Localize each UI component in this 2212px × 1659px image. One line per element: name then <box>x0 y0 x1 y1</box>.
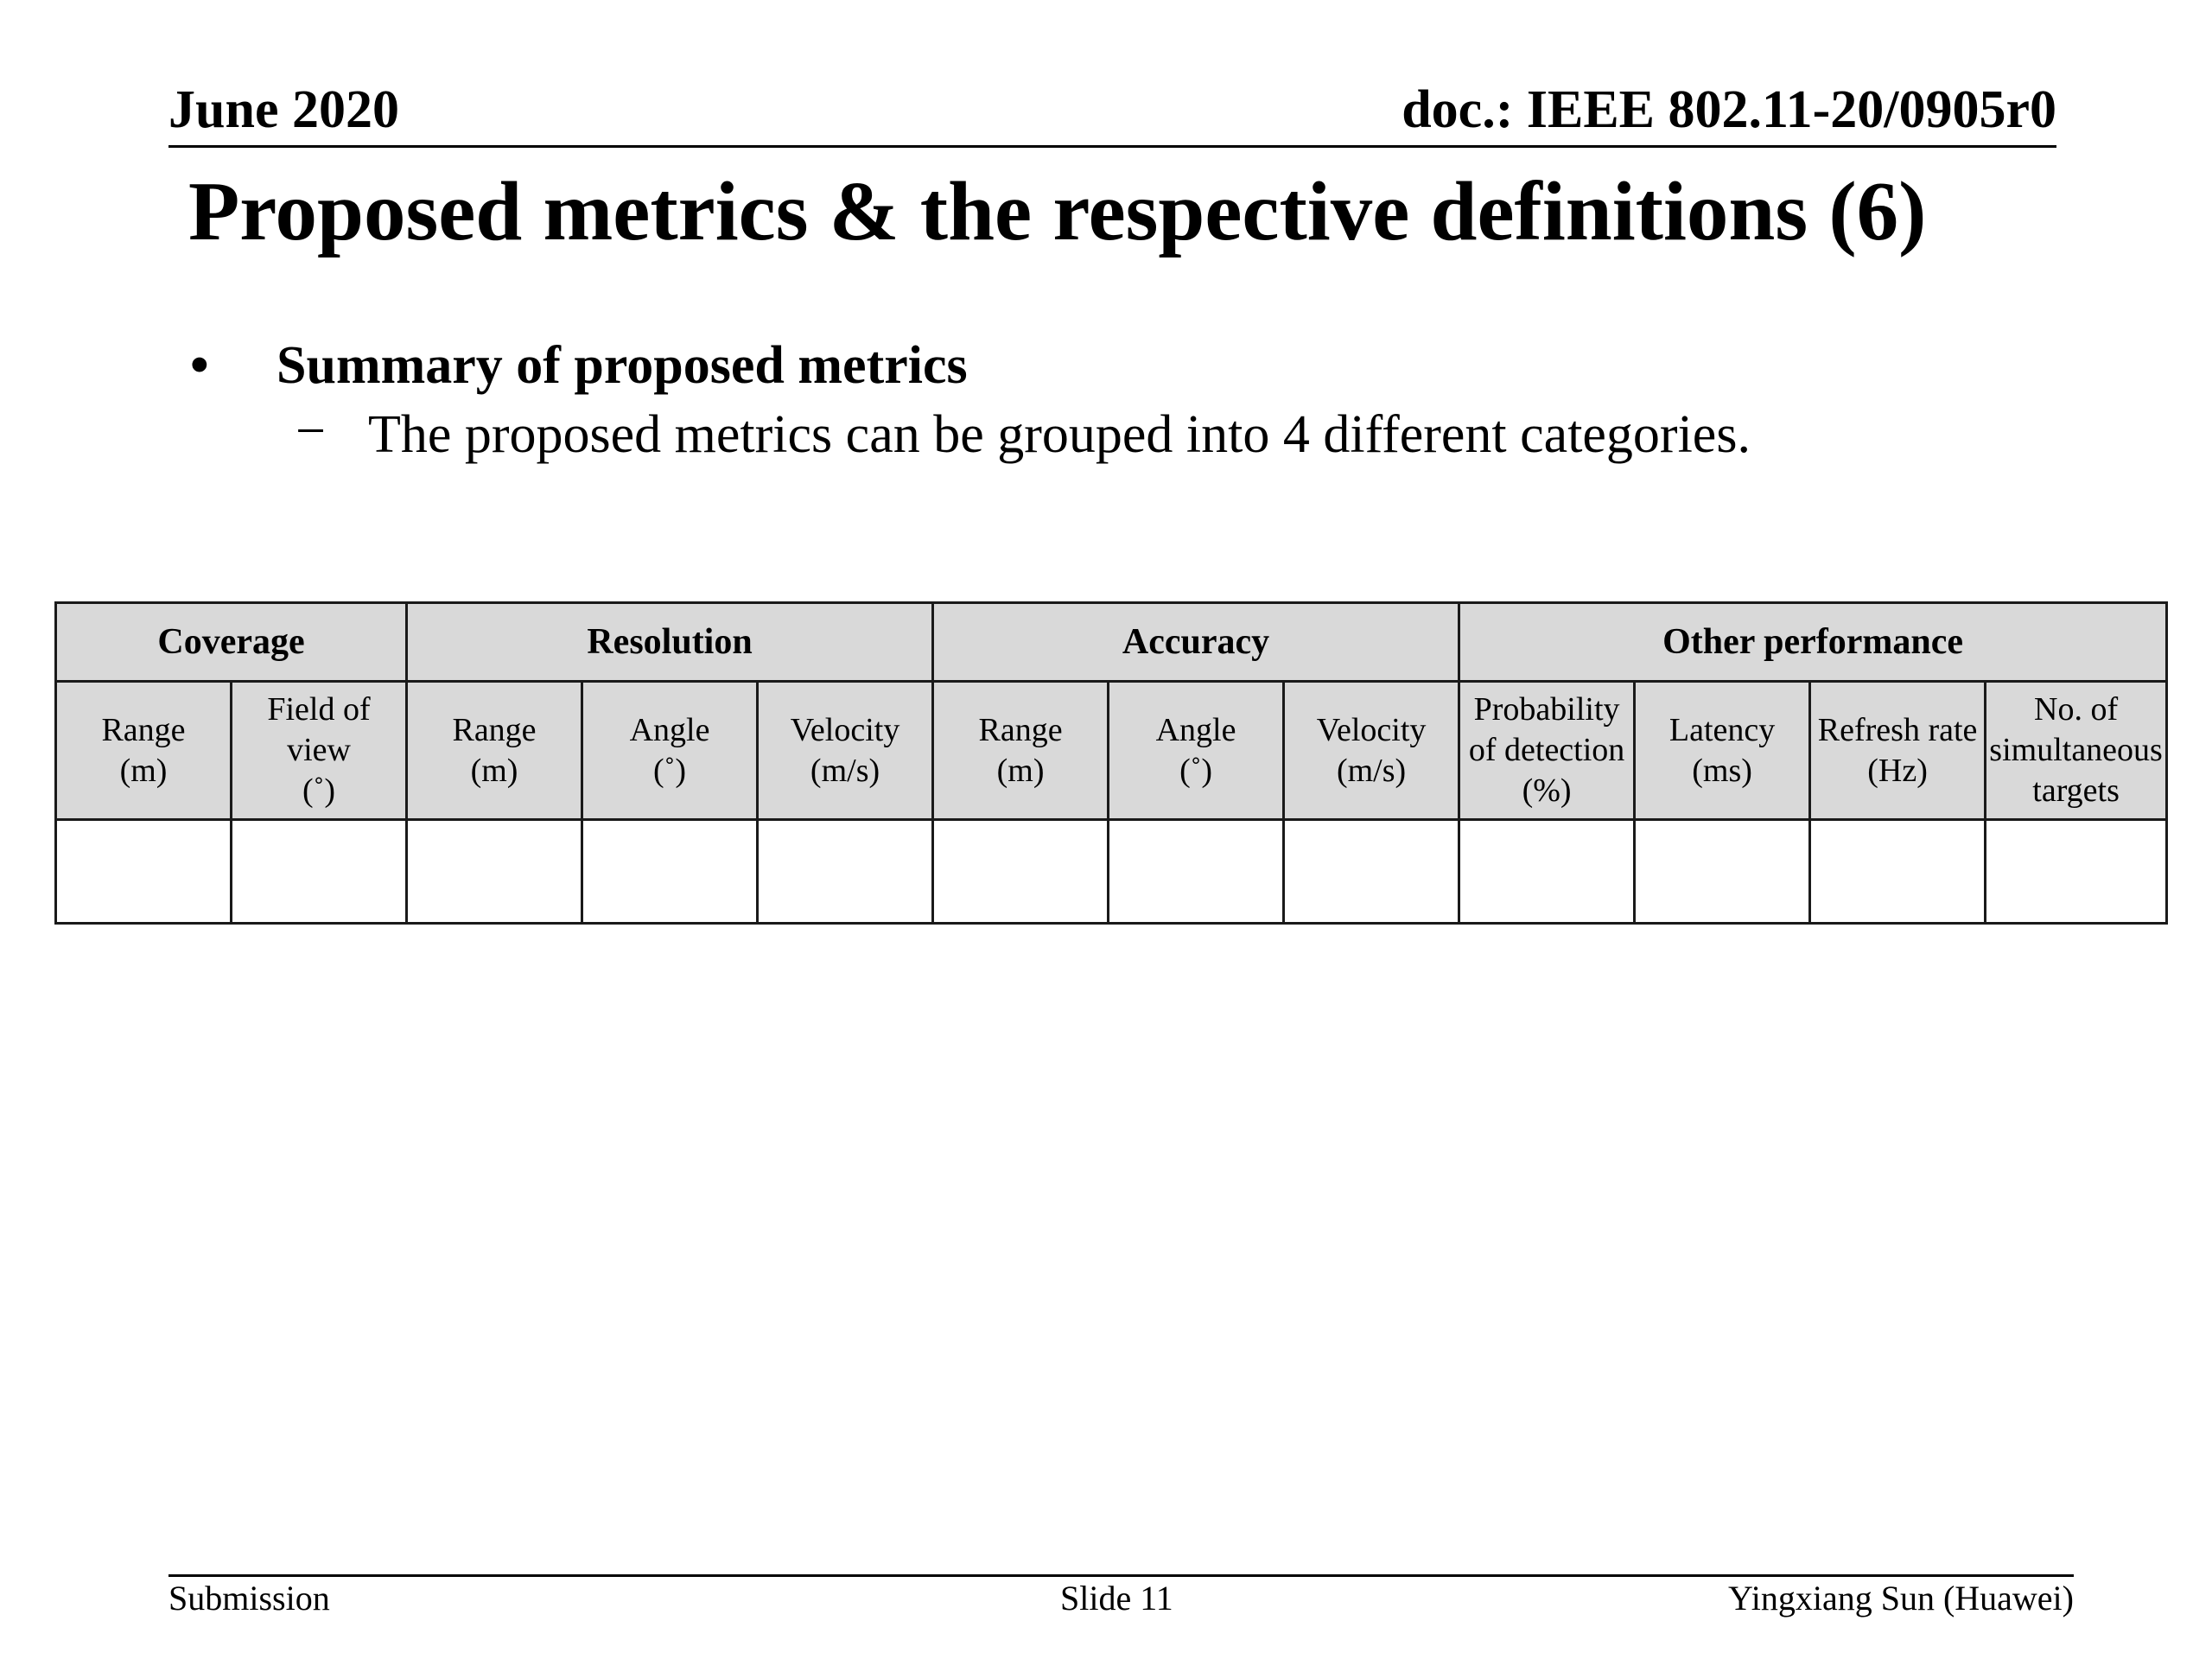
footer-author: Yingxiang Sun (Huawei) <box>1728 1579 2074 1618</box>
table-cell <box>1459 820 1635 924</box>
metric-header-line: Refresh rate <box>1817 711 1978 748</box>
category-other-performance: Other performance <box>1459 603 2167 682</box>
metric-header-line: (m/s) <box>810 752 880 789</box>
bullet-dash: − <box>296 402 326 461</box>
metric-header-row <box>56 682 2167 820</box>
table-cell <box>582 820 758 924</box>
metrics-table <box>54 601 2168 925</box>
header-doc-id: doc.: IEEE 802.11-20/0905r0 <box>1402 80 2056 139</box>
metric-header-line: (Hz) <box>1867 752 1928 789</box>
metric-header-line: simultaneous <box>1989 732 2163 768</box>
metric-header <box>1459 682 1635 820</box>
metric-header <box>758 682 933 820</box>
bullet-level2-text: The proposed metrics can be grouped into 4 different categories. <box>368 405 1751 464</box>
metric-header-line: (ms) <box>1692 752 1752 789</box>
category-accuracy: Accuracy <box>933 603 1459 682</box>
metric-header <box>1635 682 1810 820</box>
table-cell <box>758 820 933 924</box>
table-cell <box>1109 820 1284 924</box>
metric-header <box>56 682 232 820</box>
footer-rule <box>168 1574 2074 1577</box>
metric-header <box>1986 682 2167 820</box>
metric-header-line: Field of <box>267 691 371 728</box>
metric-header-line: Range <box>101 711 186 748</box>
metric-header-line: Angle <box>1155 711 1236 748</box>
header-rule <box>168 145 2056 148</box>
category-header-row <box>56 603 2167 682</box>
table-cell <box>1284 820 1459 924</box>
metric-header-line: Range <box>978 711 1063 748</box>
table-cell <box>1810 820 1986 924</box>
metric-header <box>232 682 407 820</box>
metric-header-line: (m) <box>996 752 1045 789</box>
metric-header <box>582 682 758 820</box>
metric-header <box>933 682 1109 820</box>
metric-header-line: Angle <box>629 711 710 748</box>
slide-title: Proposed metrics & the respective definitions (6) <box>188 165 1927 257</box>
table-cell <box>232 820 407 924</box>
bullet-dot: • <box>190 336 209 395</box>
metric-header-line: Velocity <box>1316 711 1427 748</box>
footer-submission: Submission <box>168 1579 330 1618</box>
table-row <box>56 820 2167 924</box>
metric-header-line: (m) <box>470 752 518 789</box>
metric-header-line: (˚) <box>653 752 686 789</box>
metric-header-line: (m) <box>119 752 168 789</box>
table-cell <box>1986 820 2167 924</box>
table-cell <box>407 820 582 924</box>
metric-header-line: (˚) <box>302 772 335 809</box>
category-coverage: Coverage <box>56 603 407 682</box>
metric-header <box>407 682 582 820</box>
bullet-level1-text: Summary of proposed metrics <box>276 336 968 395</box>
metric-header-line: view <box>287 732 351 768</box>
metric-header-line: targets <box>2032 772 2120 809</box>
metric-header-line: Range <box>452 711 537 748</box>
header-date: June 2020 <box>168 80 399 139</box>
metric-header-line: (˚) <box>1179 752 1213 789</box>
metric-header-line: of detection <box>1468 732 1625 768</box>
metric-header <box>1810 682 1986 820</box>
table-cell <box>56 820 232 924</box>
table-cell <box>1635 820 1810 924</box>
metric-header-line: Velocity <box>790 711 900 748</box>
metric-header-line: Latency <box>1669 711 1776 748</box>
table-cell <box>933 820 1109 924</box>
category-resolution: Resolution <box>407 603 933 682</box>
metric-header <box>1284 682 1459 820</box>
metric-header-line: No. of <box>2034 691 2119 728</box>
metric-header-line: (m/s) <box>1336 752 1407 789</box>
metric-header <box>1109 682 1284 820</box>
metric-header-line: (%) <box>1522 772 1572 809</box>
metric-header-line: Probability <box>1473 691 1620 728</box>
footer-slide-number: Slide 11 <box>1060 1579 1173 1618</box>
